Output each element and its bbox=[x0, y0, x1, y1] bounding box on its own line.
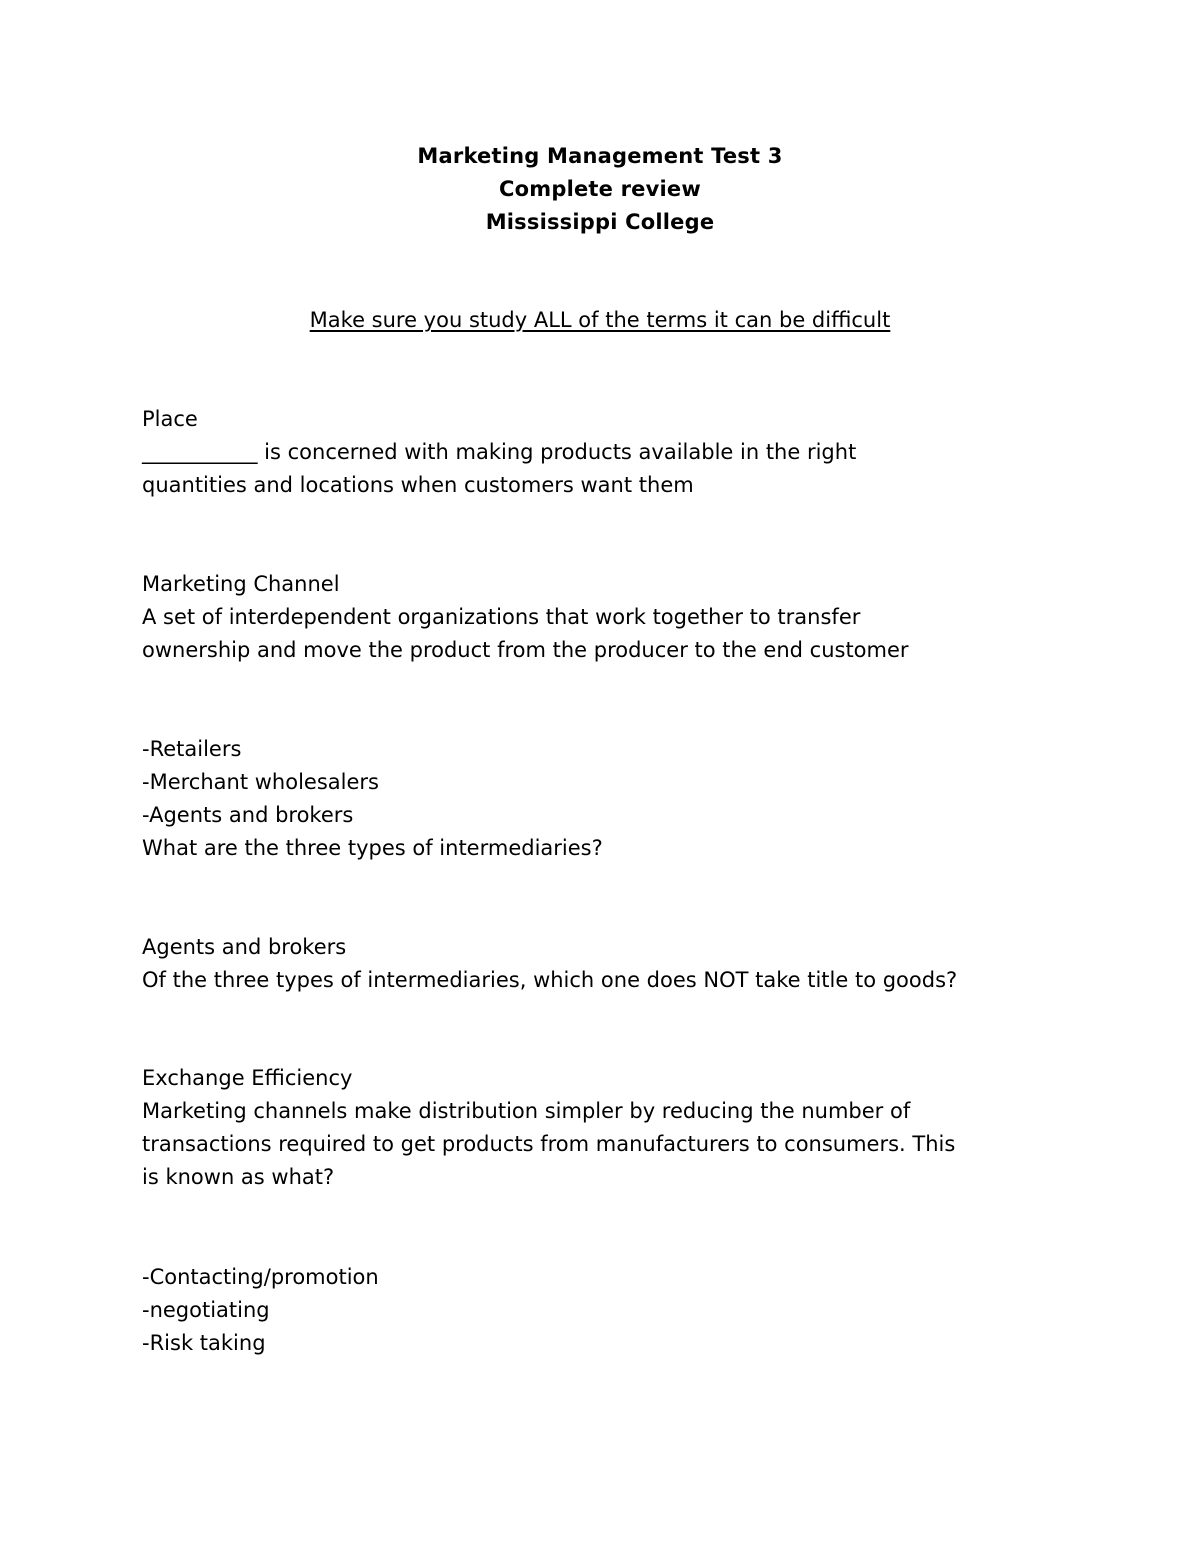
flashcard-exchange-efficiency bbox=[142, 1062, 1072, 1194]
card-definition-line: quantities and locations when customers want them bbox=[142, 473, 694, 497]
card-definition-line: A set of interdependent organizations that work together to transfer bbox=[142, 605, 861, 629]
card-list-item: -Contacting/promotion bbox=[142, 1265, 379, 1289]
card-list-item: -negotiating bbox=[142, 1298, 270, 1322]
card-question: What are the three types of intermediaries? bbox=[142, 836, 603, 860]
flashcard-agents-brokers bbox=[142, 931, 1072, 997]
card-term: Marketing Channel bbox=[142, 572, 340, 596]
card-definition-line: ___________ is concerned with making products available in the right bbox=[142, 440, 857, 464]
card-list-item: -Risk taking bbox=[142, 1331, 266, 1355]
document-title: Marketing Management Test 3 bbox=[417, 144, 783, 168]
flashcard-intermediaries bbox=[142, 733, 1072, 865]
study-instruction: Make sure you study ALL of the terms it can be difficult bbox=[309, 308, 891, 332]
flashcard-place bbox=[142, 403, 1072, 502]
flashcard-channel-functions bbox=[142, 1261, 1072, 1360]
institution-name: Mississippi College bbox=[485, 210, 715, 234]
card-term: Exchange Efficiency bbox=[142, 1066, 353, 1090]
flashcard-marketing-channel bbox=[142, 568, 1072, 667]
card-question-line: transactions required to get products from manufacturers to consumers. This bbox=[142, 1132, 956, 1156]
card-list-item: -Retailers bbox=[142, 737, 242, 761]
document-subtitle: Complete review bbox=[499, 177, 701, 201]
card-question-line: Marketing channels make distribution simpler by reducing the number of bbox=[142, 1099, 911, 1123]
card-term: Agents and brokers bbox=[142, 935, 347, 959]
card-list-item: -Merchant wholesalers bbox=[142, 770, 379, 794]
card-list-item: -Agents and brokers bbox=[142, 803, 354, 827]
document-header bbox=[0, 140, 1200, 239]
card-term: Place bbox=[142, 407, 198, 431]
card-question: Of the three types of intermediaries, which one does NOT take title to goods? bbox=[142, 968, 958, 992]
card-question-line: is known as what? bbox=[142, 1165, 335, 1189]
card-definition-line: ownership and move the product from the producer to the end customer bbox=[142, 638, 909, 662]
